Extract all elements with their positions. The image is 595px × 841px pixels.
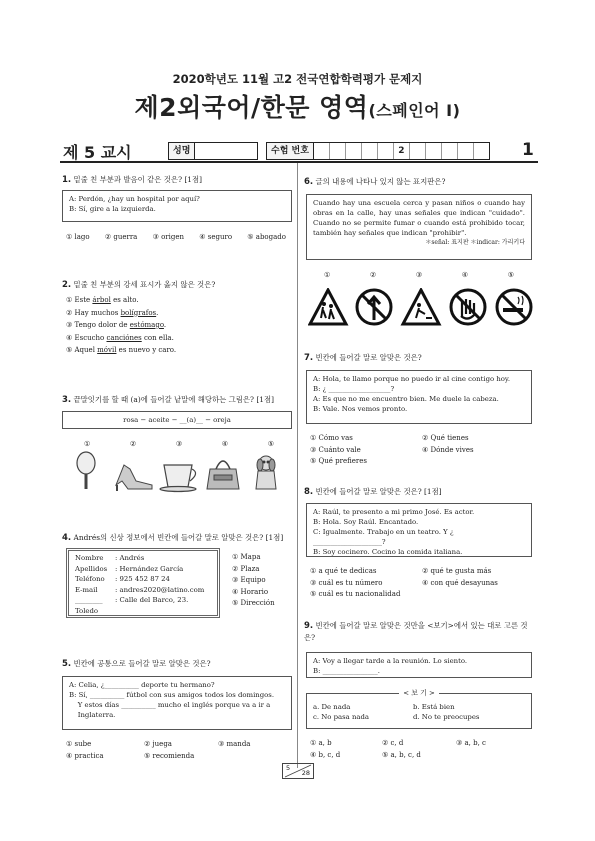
title-suffix: (스페인어 Ⅰ)	[368, 101, 461, 120]
option[interactable]: ④ Escucho canciónes con ella.	[66, 333, 174, 342]
option[interactable]: ③ Equipo	[232, 576, 266, 584]
option[interactable]: ④ b, c, d	[310, 750, 341, 759]
option[interactable]: ③ Cuánto vale	[310, 445, 361, 454]
question-6-prompt: 6. 글의 내용에 나타나 있지 않는 표지판은?	[304, 177, 446, 187]
page-indicator	[282, 763, 314, 779]
option[interactable]: ④	[461, 271, 469, 279]
question-9-prompt: 9. 빈칸에 들어갈 말로 알맞은 것만을 <보기>에서 있는 대로 고른 것은?	[304, 621, 528, 642]
option[interactable]: ② Plaza	[232, 564, 260, 573]
option[interactable]: ⑤ Dirección	[232, 599, 275, 607]
option[interactable]: ④ practica	[66, 751, 104, 760]
option[interactable]: ④ seguro	[199, 233, 233, 241]
exam-title	[0, 88, 595, 124]
option[interactable]: ④ con qué desayunas	[422, 578, 498, 587]
question-6-signs	[308, 288, 534, 328]
question-7-prompt: 7. 빈칸에 들어갈 말로 알맞은 것은?	[304, 353, 422, 363]
name-field[interactable]	[168, 142, 258, 160]
question-4-options[interactable]	[232, 552, 275, 610]
option[interactable]: ①	[324, 271, 331, 279]
no-touching-sign-icon	[451, 290, 485, 324]
option[interactable]: ① Este árbol es alto.	[66, 296, 139, 304]
question-1-prompt: 1. 밑줄 친 부분과 발음이 같은 것은? [1점]	[62, 175, 202, 185]
children-crossing-sign-icon	[310, 290, 346, 324]
option[interactable]: ③ manda	[218, 740, 251, 748]
option[interactable]: ⑤ a, b, c, d	[382, 750, 421, 759]
option[interactable]: ③ cuál es tu número	[310, 578, 383, 587]
question-8-prompt: 8. 빈칸에 들어갈 말로 알맞은 것은? [1점]	[304, 487, 442, 497]
question-8-options[interactable]	[310, 566, 530, 601]
name-label: 성명	[169, 143, 195, 159]
question-2-options[interactable]	[66, 294, 286, 357]
option[interactable]: ③ a, b, c	[456, 739, 486, 747]
card-row: Nombre : Andrés	[75, 554, 145, 562]
question-5-dialogue: A: Celia, ¿__________ deporte tu hermano? B: Sí, __________ fútbol con sus amigos todos los domingos. Y estos días __________ mucho el inglés porque va a ir a Inglaterra.	[62, 676, 292, 730]
option[interactable]: ④ Horario	[232, 587, 269, 596]
option[interactable]: ② juega	[144, 740, 172, 748]
mirror-icon	[77, 452, 95, 489]
option[interactable]: ③	[415, 271, 423, 279]
option[interactable]: ① Cómo vas	[310, 434, 353, 442]
option[interactable]: ⑤ recomienda	[144, 751, 195, 760]
header-rule	[60, 161, 538, 163]
question-7-dialogue: A: Hola, te llamo porque no puedo ir al cine contigo hoy. B: ¿ __________________? A: Es que no me encuentro bien. Me duele la cabeza. B: Vale. Nos vemos pronto.	[306, 370, 532, 424]
period-label: 제 5 교시	[63, 143, 132, 162]
page-current: 5	[286, 764, 291, 772]
option[interactable]: ⑤	[267, 440, 274, 448]
option[interactable]: ① a, b	[310, 739, 332, 747]
card-row: Apellidos : Hernández García	[75, 564, 184, 573]
option[interactable]: ② Qué tienes	[422, 434, 469, 442]
question-3-labels[interactable]	[84, 439, 274, 449]
question-1-dialogue: A: Perdón, ¿hay un hospital por aquí? B: Sí, gire a la izquierda.	[62, 190, 292, 222]
title-main: 제2외국어/한문 영역	[134, 93, 369, 122]
option[interactable]: ② c, d	[382, 739, 404, 747]
exam-number-label: 수험 번호	[267, 143, 314, 159]
no-straight-ahead-sign-icon	[357, 290, 391, 324]
question-8-dialogue: A: Raúl, te presento a mi primo José. Es actor. B: Hola. Soy Raúl. Encantado. C: Igualmente. Trabajo en un teatro. Y ¿ ____________________? B: Soy cocinero. Cocino la comida italiana.	[306, 503, 532, 557]
handbag-icon	[207, 461, 239, 489]
exam-number-field[interactable]	[266, 142, 490, 160]
option[interactable]: ① lago	[66, 233, 90, 241]
bogi-title: < 보 기 >	[399, 689, 438, 697]
option[interactable]: ④ Dónde vives	[422, 445, 474, 454]
option[interactable]: ③ Tengo dolor de estómago.	[66, 321, 167, 329]
question-3-pictures	[66, 451, 291, 493]
exam-number-digit: 2	[394, 143, 410, 159]
question-7-options[interactable]	[310, 433, 530, 468]
exam-subtitle: 2020학년도 11월 고2 전국연합학력평가 문제지	[172, 72, 423, 86]
question-9-options[interactable]	[310, 738, 530, 761]
question-9-bogi-box: < 보 기 > a. De nada b. Está bien c. No pasa nada d. No te preocupes	[306, 693, 532, 729]
column-divider	[297, 163, 298, 768]
question-4-prompt: 4. Andrés의 신상 정보에서 빈칸에 들어갈 말로 알맞은 것은? [1점]	[62, 533, 284, 543]
exam-number-cells	[314, 143, 489, 159]
option[interactable]: ②	[369, 271, 377, 279]
option[interactable]: ⑤ cuál es tu nacionalidad	[310, 590, 401, 598]
question-6-labels[interactable]	[324, 270, 514, 280]
question-9-dialogue: A: Voy a llegar tarde a la reunión. Lo siento. B: ________________.	[306, 652, 532, 678]
question-2-prompt: 2. 밑줄 친 부분의 강세 표시가 옳지 않은 것은?	[62, 280, 216, 290]
question-4-profile-card	[66, 548, 220, 618]
option[interactable]: ⑤ abogado	[247, 233, 286, 241]
option[interactable]: ① a qué te dedicas	[310, 567, 377, 575]
option[interactable]: ⑤ Qué prefieres	[310, 457, 367, 465]
question-3-prompt: 3. 끝말잇기를 할 때 (a)에 들어갈 낱말에 해당하는 그림은? [1점]	[62, 395, 274, 405]
question-5-prompt: 5. 빈칸에 공통으로 들어갈 말로 알맞은 것은?	[62, 659, 211, 669]
question-5-options[interactable]	[66, 739, 286, 762]
option[interactable]: ② Hay muchos bolígrafos.	[66, 308, 159, 317]
page-total: 28	[301, 769, 310, 777]
card-row: E-mail : andres2020@latino.com	[75, 585, 205, 594]
option[interactable]: ⑤	[507, 271, 514, 279]
page-number: 1	[522, 140, 534, 160]
option[interactable]: ②	[129, 440, 137, 448]
option[interactable]: ⑤ Aquel móvil es nuevo y caro.	[66, 346, 177, 354]
high-heel-shoe-icon	[116, 465, 152, 491]
option[interactable]: ② guerra	[104, 233, 138, 241]
card-row: Teléfono : 925 452 87 24	[75, 575, 170, 583]
option[interactable]: ① Mapa	[232, 553, 261, 561]
option[interactable]: ② qué te gusta más	[422, 567, 492, 575]
question-6-text: Cuando hay una escuela cerca y pasan niños o cuando hay obras en la calle, hay unas señales que indican "cuidado". Cuando no se permite fumar o cuando está prohibido tocar, también hay señales que indican "prohibir". ＊señal: 표지판 ＊indicar: 가리키다	[306, 194, 532, 260]
card-row: ________ : Calle del Barco, 23. Toledo	[75, 596, 189, 615]
no-smoking-sign-icon	[497, 290, 531, 324]
option[interactable]: ③ origen	[152, 233, 185, 241]
option[interactable]: ④	[221, 440, 229, 448]
option[interactable]: ③	[175, 440, 183, 448]
question-3-chain: rosa − aceite − __(a)__ − oreja	[62, 411, 292, 429]
question-1-options[interactable]	[66, 232, 286, 242]
road-work-sign-icon	[403, 290, 439, 324]
question-6-note: ＊señal: 표지판 ＊indicar: 가리키다	[425, 239, 525, 246]
option[interactable]: ①	[84, 440, 91, 448]
cup-icon	[160, 465, 196, 492]
dog-icon	[256, 456, 276, 489]
option[interactable]: ① sube	[66, 740, 92, 748]
